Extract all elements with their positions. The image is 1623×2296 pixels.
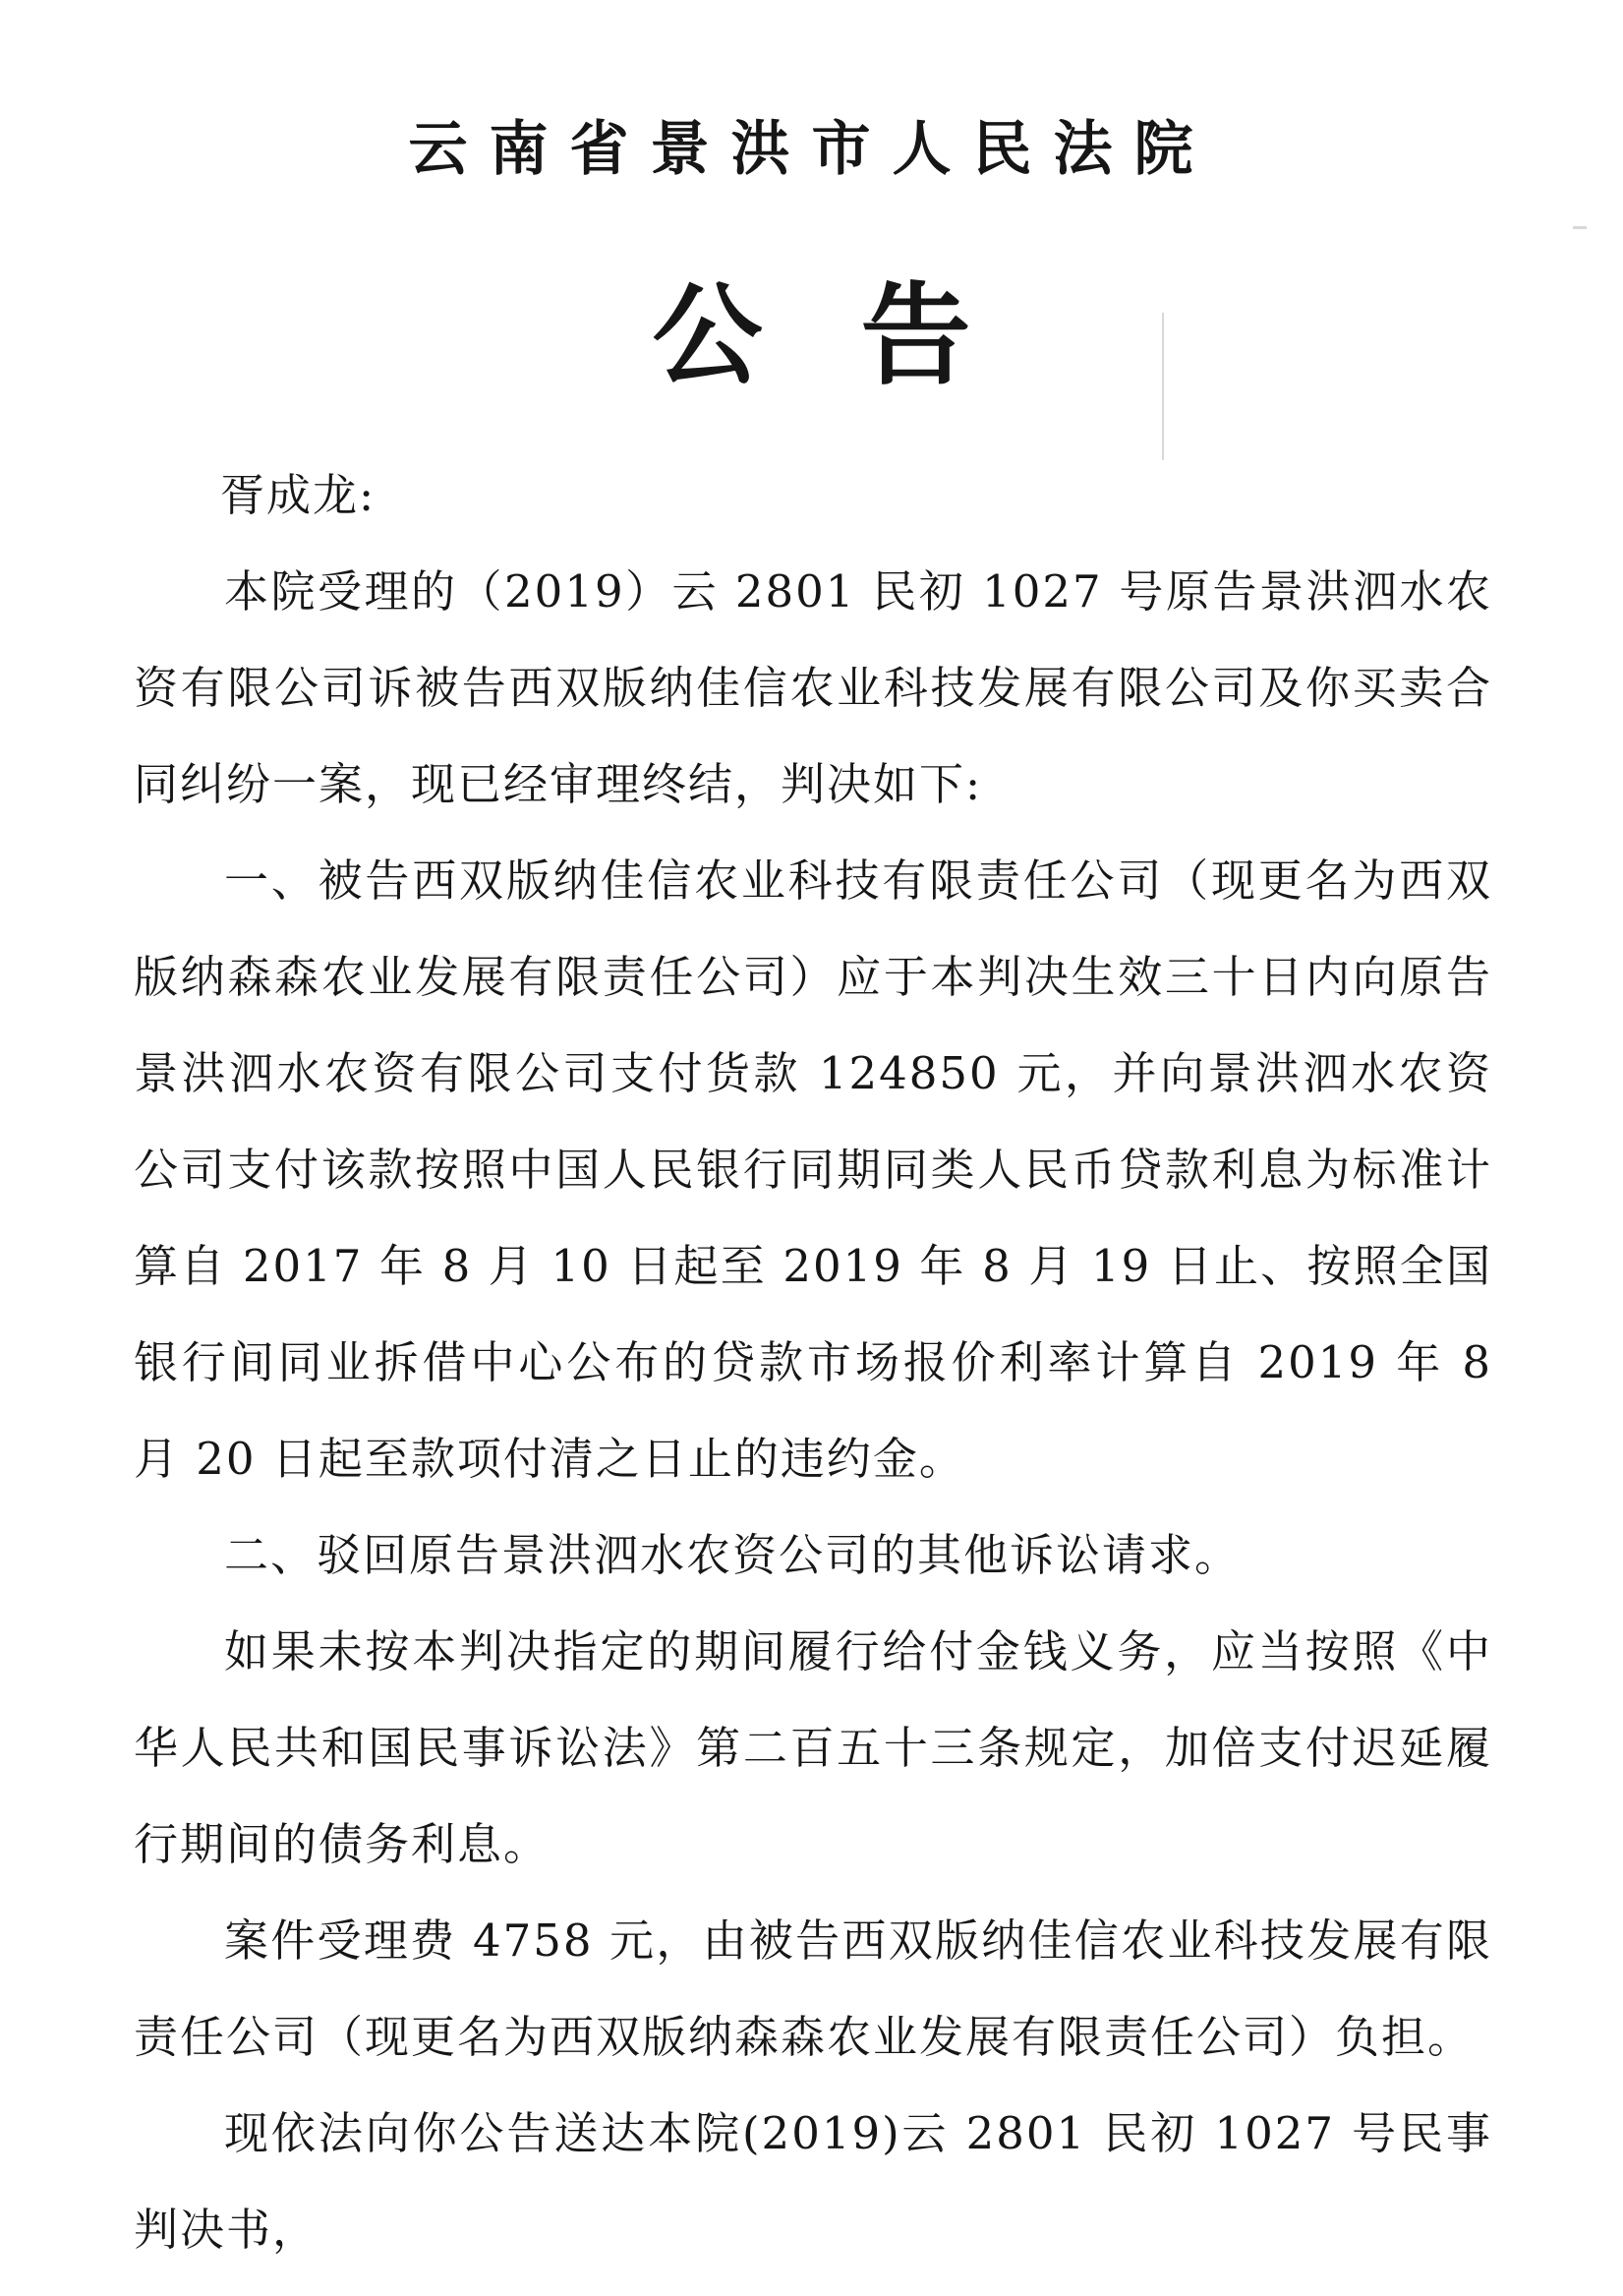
case-fee-paragraph: 案件受理费 4758 元，由被告西双版纳佳信农业科技发展有限责任公司（现更名为西双版纳森森农业发展有限责任公司）负担。: [134, 1914, 1492, 2063]
judgment-item-two: 二、驳回原告景洪泗水农资公司的其他诉讼请求。: [224, 1529, 1242, 1581]
service-notice-paragraph: 现依法向你公告送达本院(2019)云 2801 民初 1027 号民事判决书，: [134, 2107, 1492, 2256]
addressee: 胥成龙:: [220, 469, 377, 521]
judgment-item-one: 一、被告西双版纳佳信农业科技有限责任公司（现更名为西双版纳森森农业发展有限责任公司）应于本判决生效三十日内向原告景洪泗水农资有限公司支付货款 124850 元，并向景洪泗水农资公司支付该款按照中国人民银行同期同类人民币贷款利息为标准计算自 2017 年 8 月 10 日起至 2019 年 8 月 19 日止、按照全国银行间同业拆借中心公布的贷款市场报价利率计算自 2019 年 8 月 20 日起至款项付清之日止的违约金。: [134, 854, 1492, 1485]
notice-body: [134, 447, 1492, 2278]
scan-artifact-dot: [1573, 226, 1587, 229]
court-name-heading: 云南省景洪市人民法院: [408, 115, 1215, 184]
scan-artifact-line: [1162, 313, 1164, 460]
late-payment-clause: 如果未按本判决指定的期间履行给付金钱义务，应当按照《中华人民共和国民事诉讼法》第二百五十三条规定，加倍支付迟延履行期间的债务利息。: [134, 1625, 1492, 1870]
case-intro-paragraph: 本院受理的（2019）云 2801 民初 1027 号原告景洪泗水农资有限公司诉被告西双版纳佳信农业科技发展有限公司及你买卖合同纠纷一案，现已经审理终结，判决如下:: [134, 565, 1492, 810]
notice-title: 公告: [652, 272, 1070, 400]
